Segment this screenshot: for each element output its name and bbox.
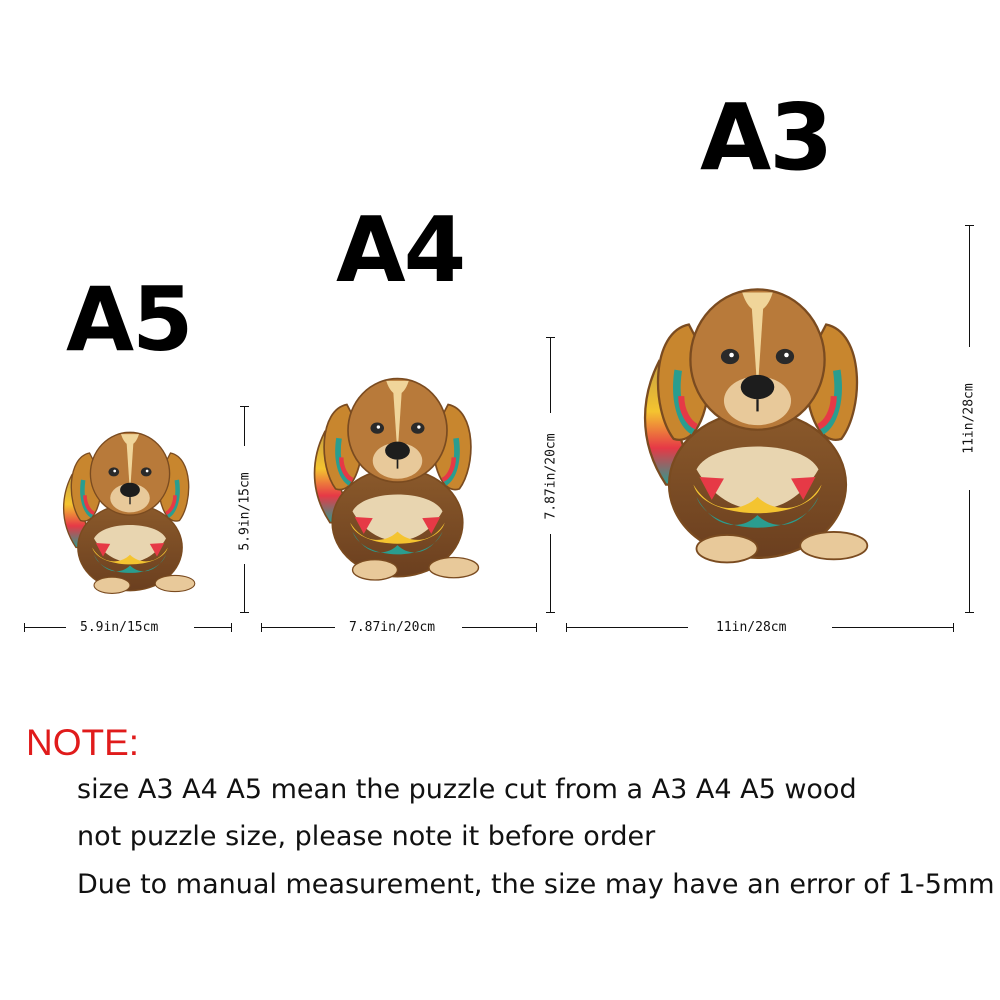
height-line-a3: [969, 225, 970, 347]
height-text-a3: 11in/28cm: [961, 383, 977, 454]
width-line-a3: [566, 627, 688, 628]
height-text-a5: 5.9in/15cm: [237, 472, 253, 551]
size-label-a5: A5: [66, 268, 192, 371]
height-line-a3: [969, 490, 970, 612]
size-label-a3: A3: [700, 84, 832, 191]
dim-tick: [240, 612, 249, 613]
width-text-a5: 5.9in/15cm: [80, 620, 159, 635]
dog-puzzle-icon-a4: [285, 348, 510, 596]
dim-tick: [231, 623, 232, 632]
dim-tick: [536, 623, 537, 632]
height-line-a5: [244, 406, 245, 446]
size-label-a4: A4: [336, 198, 465, 303]
width-text-a3: 11in/28cm: [716, 620, 787, 635]
width-line-a4: [462, 627, 536, 628]
height-line-a5: [244, 564, 245, 612]
note-title: NOTE:: [26, 722, 140, 763]
dim-tick: [546, 612, 555, 613]
dog-puzzle-icon-a5: [40, 412, 220, 602]
width-line-a4: [261, 627, 335, 628]
width-line-a5: [194, 627, 231, 628]
height-text-a4: 7.87in/20cm: [543, 433, 559, 520]
dog-puzzle-icon-a3: [605, 246, 910, 586]
note-line: Due to manual measurement, the size may have an error of 1-5mm: [77, 869, 995, 900]
note-line: size A3 A4 A5 mean the puzzle cut from a A3 A4 A5 wood: [77, 774, 857, 805]
note-line: not puzzle size, please note it before order: [77, 821, 656, 852]
dim-tick: [953, 623, 954, 632]
dim-tick: [965, 612, 974, 613]
width-line-a5: [24, 627, 66, 628]
height-line-a4: [550, 337, 551, 413]
width-text-a4: 7.87in/20cm: [349, 620, 436, 635]
height-line-a4: [550, 534, 551, 612]
width-line-a3: [832, 627, 953, 628]
